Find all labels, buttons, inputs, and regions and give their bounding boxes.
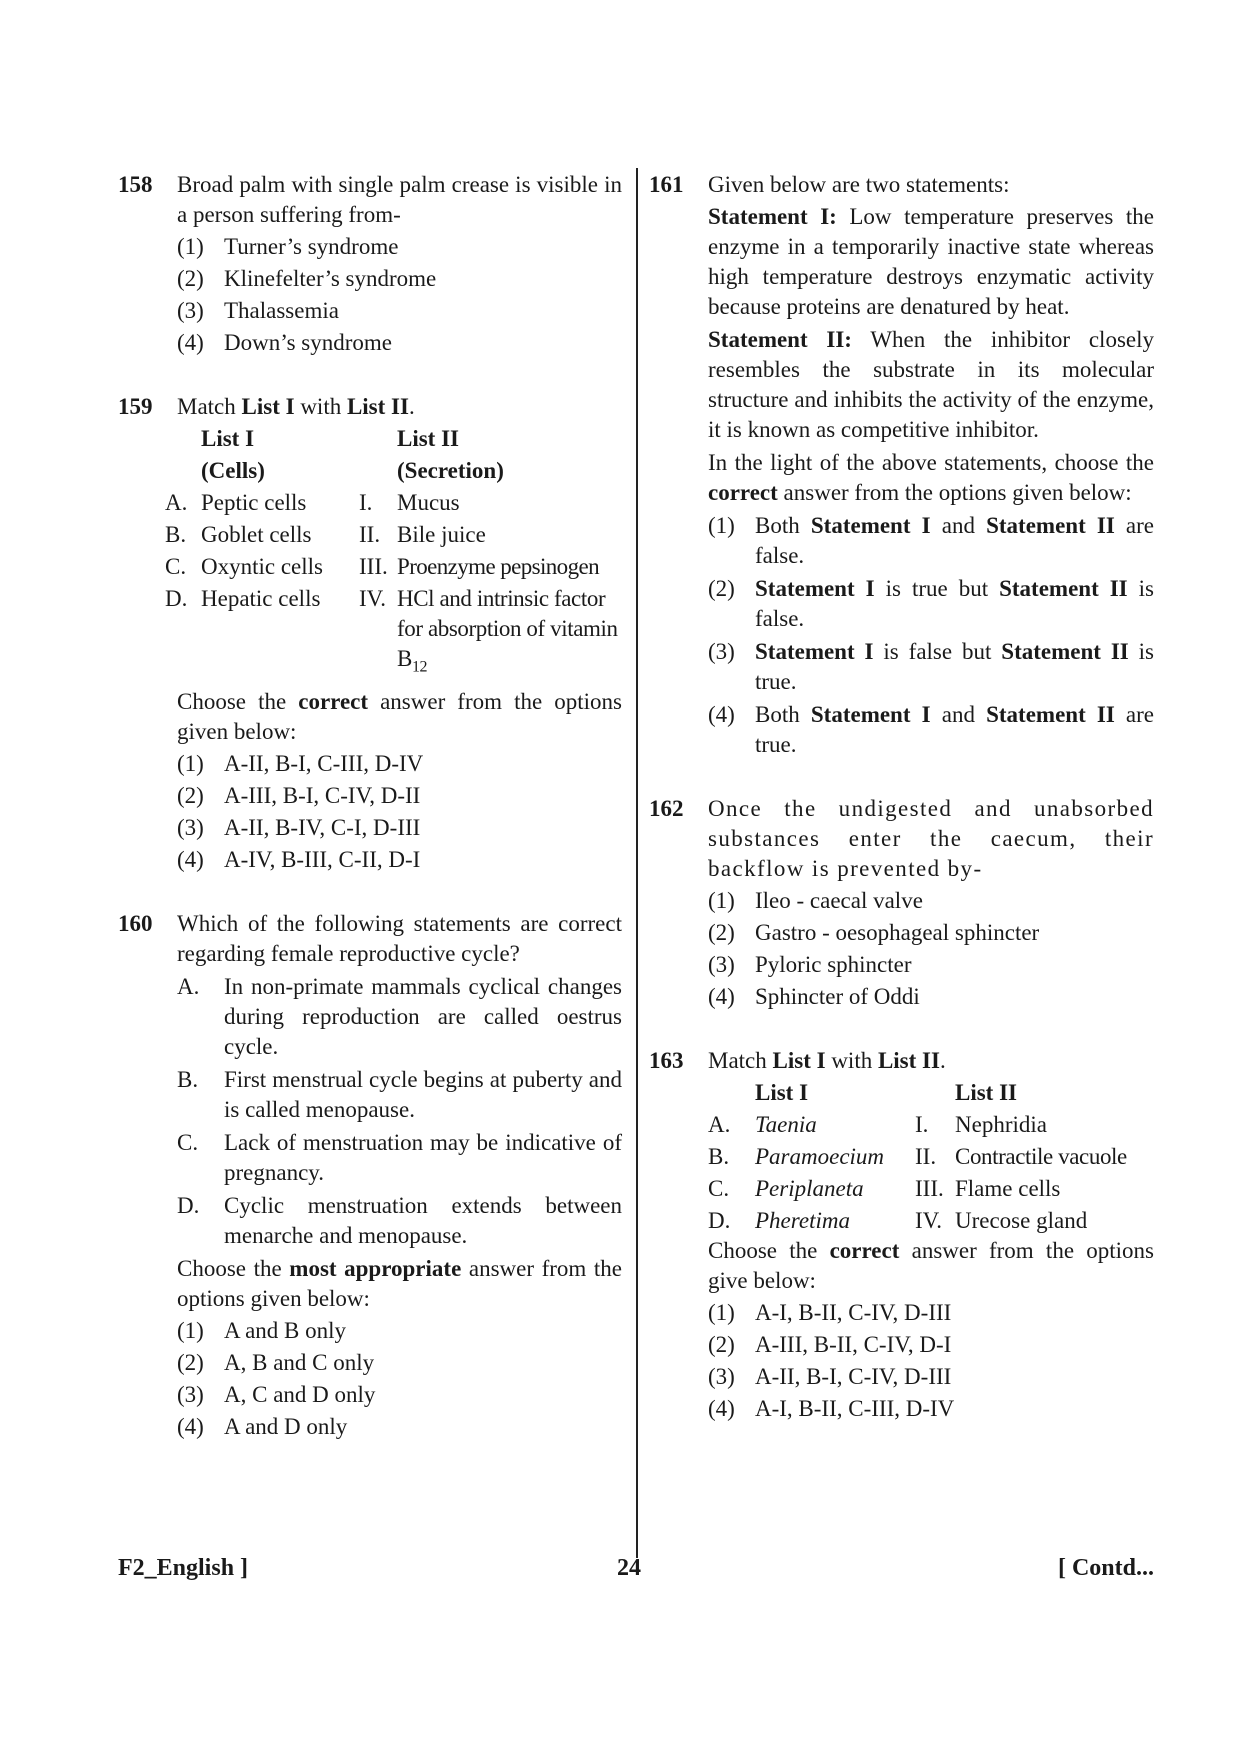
question-163	[649, 1046, 1154, 1424]
question-158	[118, 170, 622, 358]
match-row: B. Goblet cells II. Bile juice	[165, 522, 486, 547]
footer-continued: [ Contd...	[1057, 1555, 1154, 1581]
option-4[interactable]: (4) A-I, B-II, C-III, D-IV	[708, 1396, 955, 1421]
question-number: 158	[118, 172, 153, 197]
option-3[interactable]: (3) A-II, B-I, C-IV, D-III	[708, 1364, 952, 1389]
option-3[interactable]: (3) Pyloric sphincter	[708, 952, 912, 977]
question-text: Match List I with List II.	[177, 394, 415, 419]
list-header: List I List II	[755, 1080, 1017, 1105]
option-2[interactable]: (2) A, B and C only	[177, 1349, 375, 1375]
column-divider	[636, 168, 638, 1558]
option-2[interactable]: (2) A-III, B-II, C-IV, D-I	[708, 1332, 952, 1357]
question-number: 160	[118, 910, 153, 936]
statement-c: C. Lack of menstruation may be indicative of pregnancy.	[177, 1129, 622, 1185]
statement-a: A. In non-primate mammals cyclical changes during reproduction are called oestrus cycle.	[177, 973, 622, 1059]
question-159	[118, 392, 622, 875]
option-2[interactable]: (2) Klinefelter’s syndrome	[177, 266, 437, 291]
question-number: 159	[118, 394, 153, 419]
option-1[interactable]: (1) A and B only	[177, 1317, 347, 1343]
statement-b: B. First menstrual cycle begins at puberty and is called menopause.	[177, 1066, 622, 1122]
question-text: Which of the following statements are correct regarding female reproductive cycle?	[177, 910, 622, 966]
option-1[interactable]: (1) Ileo - caecal valve	[708, 888, 923, 913]
option-1[interactable]: (1) Turner’s syndrome	[177, 234, 399, 259]
match-row: C. Oxyntic cells III. Proenzyme pepsinogen	[165, 554, 599, 579]
statement-1: Statement I: Low temperature preserves the enzyme in a temporarily inactive state whereas high temperature destroys enzymatic activity because proteins are denatured by heat.	[708, 204, 1154, 319]
option-4[interactable]: (4) Both Statement I and Statement II are true.	[708, 702, 1155, 757]
option-3[interactable]: (3) Thalassemia	[177, 298, 339, 323]
statement-d: D. Cyclic menstruation extends between menarche and menopause.	[177, 1192, 622, 1248]
option-2[interactable]: (2) Statement I is true but Statement II is false.	[708, 576, 1154, 631]
match-row: A. Taenia I. Nephridia	[708, 1112, 1047, 1137]
choose-instruction: Choose the correct answer from the options give below:	[708, 1238, 1154, 1293]
question-162	[649, 794, 1154, 1012]
option-1[interactable]: (1) A-I, B-II, C-IV, D-III	[708, 1300, 952, 1325]
match-row: D. Pheretima IV. Urecose gland	[708, 1208, 1088, 1233]
statement-2: Statement II: When the inhibitor closely resembles the substrate in its molecular structure and inhibits the activity of the enzyme, it is known as competitive inhibitor.	[708, 327, 1154, 442]
question-text: Once the undigested and unabsorbed substances enter the caecum, their backflow is prevented by-	[708, 796, 1154, 881]
option-1[interactable]: (1) A-II, B-I, C-III, D-IV	[177, 750, 424, 776]
choose-instruction: In the light of the above statements, choose the correct answer from the options given below:	[708, 450, 1154, 505]
footer-paper-code: F2_English ]	[118, 1555, 249, 1581]
question-number: 163	[649, 1048, 684, 1073]
option-4[interactable]: (4) A-IV, B-III, C-II, D-I	[177, 846, 421, 872]
question-text: Match List I with List II.	[708, 1048, 946, 1073]
option-2[interactable]: (2) A-III, B-I, C-IV, D-II	[177, 782, 421, 808]
question-number: 162	[649, 796, 684, 821]
question-number: 161	[649, 172, 684, 197]
choose-instruction: Choose the correct answer from the options given below:	[177, 688, 622, 744]
match-row: B. Paramoecium II. Contractile vacuole	[708, 1144, 1127, 1169]
right-column	[649, 170, 1154, 1424]
question-text: Broad palm with single palm crease is visible in a person suffering from-	[177, 172, 622, 227]
question-text: Given below are two statements:	[708, 172, 1010, 197]
option-2[interactable]: (2) Gastro - oesophageal sphincter	[708, 920, 1040, 945]
option-3[interactable]: (3) A-II, B-IV, C-I, D-III	[177, 814, 421, 840]
match-row: A. Peptic cells I. Mucus	[165, 490, 460, 515]
choose-instruction: Choose the most appropriate answer from the options given below:	[177, 1255, 622, 1311]
option-4[interactable]: (4) Sphincter of Oddi	[708, 984, 920, 1009]
list-header-sub: (Cells) (Secretion)	[201, 458, 504, 483]
footer-page-number: 24	[617, 1555, 641, 1581]
left-column	[118, 170, 622, 1442]
option-1[interactable]: (1) Both Statement I and Statement II are false.	[708, 513, 1155, 568]
match-row: C. Periplaneta III. Flame cells	[708, 1176, 1061, 1201]
list-header: List I List II	[201, 426, 459, 451]
option-3[interactable]: (3) A, C and D only	[177, 1381, 376, 1407]
option-4[interactable]: (4) A and D only	[177, 1413, 348, 1439]
question-160	[118, 909, 622, 1442]
question-161	[649, 170, 1154, 760]
match-row: D. Hepatic cells IV. HCl and intrinsic factor for absorption of vitamin $B_{12}$	[165, 586, 618, 676]
option-3[interactable]: (3) Statement I is false but Statement II is true.	[708, 639, 1154, 694]
option-4[interactable]: (4) Down’s syndrome	[177, 330, 393, 355]
